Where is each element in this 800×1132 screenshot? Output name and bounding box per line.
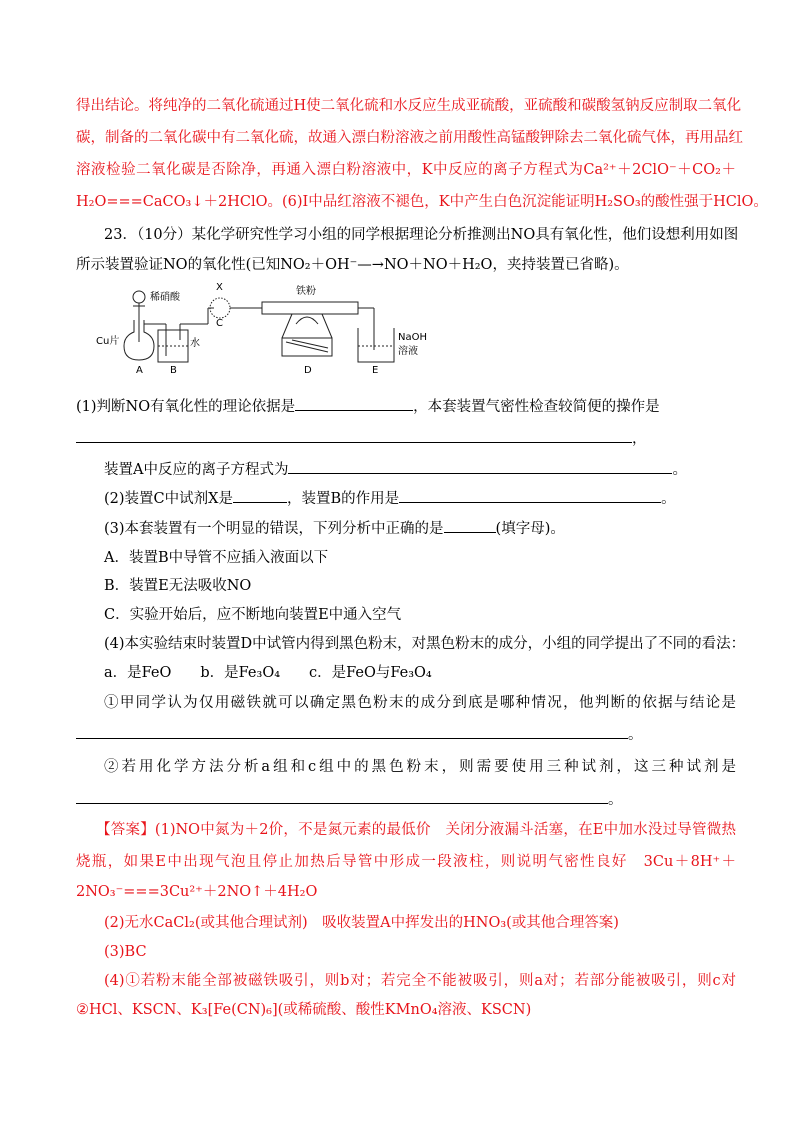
part-4-q1: ①甲同学认为仅用磁铁就可以确定黑色粉末的成分到底是哪种情况，他判断的依据与结论是	[104, 695, 736, 711]
punctuation: 。	[628, 727, 643, 743]
part-2-prompt: (2)装置C中试剂X是	[104, 491, 233, 507]
part-1-line-3	[104, 459, 764, 480]
part-1-ionic-prompt: 装置A中反应的离子方程式为	[104, 462, 289, 478]
label-dilute-nitric-acid: 稀硝酸	[150, 292, 180, 303]
label-solution: 溶液	[398, 346, 418, 357]
label-iron-powder: 铁粉	[296, 286, 316, 297]
part-4-q2: ②若用化学方法分析a组和c组中的黑色粉末，则需要使用三种试剂，这三种试剂是	[104, 759, 736, 775]
part-1-line-1	[76, 396, 736, 417]
answer-line-6: (4)①若粉末能全部被磁铁吸引，则b对；若完全不能被吸引，则a对；若部分能被吸引，则c对	[104, 973, 736, 989]
part-3-line	[104, 518, 764, 539]
conclusion-line-2: 碳，制备的二氧化碳中有二氧化硫，故通入漂白粉溶液之前用酸性高锰酸钾除去二氧化硫气体，再用品红	[76, 130, 743, 146]
conclusion-line-3: 溶液检验二氧化碳是否除净，再通入漂白粉溶液中，K中反应的离子方程式为Ca²⁺＋2ClO⁻＋CO₂＋	[76, 162, 736, 178]
label-e: E	[372, 365, 379, 376]
label-a: A	[136, 365, 143, 376]
part-4-options: a．是FeO b．是Fe₃O₄ c．是FeO与Fe₃O₄	[104, 665, 432, 681]
answer-blank[interactable]	[399, 488, 661, 503]
answer-line-2: 烧瓶，如果E中出现气泡且停止加热后导管中形成一段液柱，则说明气密性良好 3Cu＋8H⁺＋	[76, 854, 736, 870]
part-4-q1-answer-line	[76, 724, 736, 745]
answer-blank[interactable]	[76, 789, 608, 804]
answer-blank[interactable]	[76, 428, 632, 443]
punctuation: ，	[632, 431, 647, 447]
part-2-line	[104, 488, 764, 509]
label-b: B	[170, 365, 177, 376]
part-1-prompt: (1)判断NO有氧化性的理论依据是	[76, 399, 296, 415]
option-a: A．装置B中导管不应插入液面以下	[104, 550, 329, 566]
part-4-prompt: (4)本实验结束时装置D中试管内得到黑色粉末，对黑色粉末的成分，小组的同学提出了不同的看法：	[104, 636, 746, 652]
part-3-hint: (填字母)。	[495, 521, 565, 537]
question-intro-1: 23．（10分）某化学研究性学习小组的同学根据理论分析推测出NO具有氧化性，他们设想利用如图	[104, 227, 739, 243]
label-naoh: NaOH	[398, 332, 427, 343]
part-1-line-2	[76, 428, 736, 449]
answer-line-1: 【答案】(1)NO中氮为＋2价，不是氮元素的最低价 关闭分液漏斗活塞，在E中加水没过导管微热	[96, 822, 736, 838]
part-1-prompt-2: ，本套装置气密性检查较简便的操作是	[413, 399, 660, 415]
conclusion-line-1: 得出结论。将纯净的二氧化硫通过H使二氧化硫和水反应生成亚硫酸，亚硫酸和碳酸氢钠反应制取二氧化	[76, 98, 742, 114]
answer-line-7: ②HCl、KSCN、K₃[Fe(CN)₆](或稀硫酸、酸性KMnO₄溶液、KSCN)	[76, 1002, 532, 1018]
answer-blank[interactable]	[76, 724, 628, 739]
label-copper: Cu片	[96, 336, 120, 347]
part-3-prompt: (3)本套装置有一个明显的错误，下列分析中正确的是	[104, 521, 444, 537]
punctuation: 。	[661, 491, 676, 507]
part-2-prompt-2: ，装置B的作用是	[286, 491, 400, 507]
punctuation: 。	[608, 792, 623, 808]
answer-blank[interactable]	[288, 459, 672, 474]
apparatus-diagram	[96, 280, 436, 376]
punctuation: 。	[672, 462, 687, 478]
label-c: C	[216, 318, 223, 329]
option-b: B．装置E无法吸收NO	[104, 578, 252, 594]
option-c: C．实验开始后，应不断地向装置E中通入空气	[104, 607, 402, 623]
label-reagent-x: X	[216, 282, 223, 293]
conclusion-line-4: H₂O===CaCO₃↓＋2HClO。(6)I中品红溶液不褪色，K中产生白色沉淀能证明H₂SO₃的酸性强于HClO。	[76, 194, 768, 210]
answer-line-4: (2)无水CaCl₂(或其他合理试剂) 吸收装置A中挥发出的HNO₃(或其他合理答案)	[104, 915, 619, 931]
part-4-q2-answer-line	[76, 789, 736, 810]
question-intro-2: 所示装置验证NO的氧化性(已知NO₂＋OH⁻—→NO＋NO＋H₂O，夹持装置已省略)。	[76, 257, 629, 273]
answer-blank[interactable]	[444, 518, 496, 533]
answer-blank[interactable]	[295, 396, 413, 411]
answer-line-3: 2NO₃⁻===3Cu²⁺＋2NO↑＋4H₂O	[76, 884, 318, 900]
label-d: D	[304, 365, 312, 376]
answer-blank[interactable]	[233, 488, 287, 503]
answer-line-5: (3)BC	[104, 944, 147, 960]
label-water: 水	[190, 338, 200, 349]
